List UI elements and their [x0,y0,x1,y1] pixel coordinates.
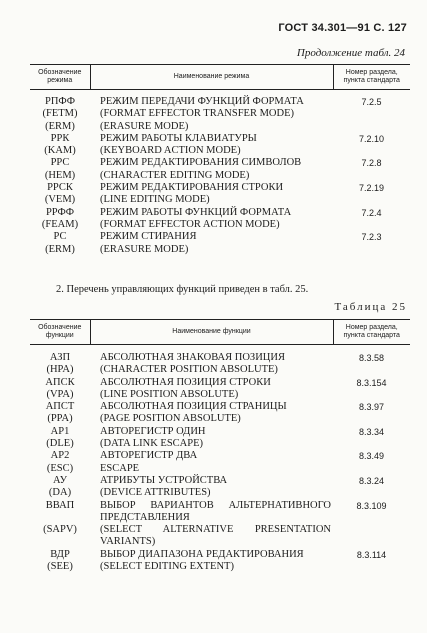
page-header: ГОСТ 34.301—91 С. 127 [278,22,407,34]
mode-name: (CHARACTER EDITING MODE) [100,169,250,181]
mode-code: РРСК [47,182,73,194]
table-row [30,487,410,499]
function-name: (DEVICE ATTRIBUTES) [100,487,211,499]
functions-table [30,319,410,573]
function-name: АБСОЛЮТНАЯ ЗНАКОВАЯ ПОЗИЦИЯ [100,352,285,363]
function-code: (DA) [48,487,72,499]
table-row [30,401,410,413]
table-row [30,219,410,231]
section-number: 7.2.3 [361,232,382,243]
section-number [333,108,410,120]
section-number: 7.2.10 [358,133,385,144]
table-header-row [30,320,410,345]
table-row [30,426,410,438]
table-row [30,389,410,401]
section-number: 8.3.109 [356,500,387,511]
function-code: (SEE) [47,561,73,573]
column-header-code-line1: Обозначение [38,324,82,331]
function-code: (HPA) [46,364,74,376]
mode-name: (ERASURE MODE) [100,243,189,255]
table-row [30,352,410,364]
section-number: 8.3.58 [358,353,385,363]
column-header-section [333,320,410,345]
function-code: АПСТ [45,401,75,413]
table-row [30,500,410,525]
mode-code: (KAM) [44,145,76,157]
table-row [30,194,410,206]
section-number: 7.2.5 [361,97,382,107]
function-name: (LINE POSITION ABSOLUTE) [100,388,239,400]
function-name: ВЫБОР ДИАПАЗОНА РЕДАКТИРОВАНИЯ [100,548,304,560]
mode-name: (FORMAT EFFECTOR TRANSFER MODE) [100,108,294,120]
function-name: (CHARACTER POSITION ABSOLUTE) [100,364,278,376]
function-code: (SAPV) [43,524,77,536]
table-row [30,377,410,389]
mode-name: (KEYBOARD ACTION MODE) [100,145,241,157]
table-row [30,145,410,157]
section-number [333,194,410,206]
table-row [30,364,410,376]
mode-name: (FORMAT EFFECTOR ACTION MODE) [100,218,280,230]
function-name: АТРИБУТЫ УСТРОЙСТВА [100,474,228,486]
column-header-code [30,65,90,90]
column-header-section-line1: Номер раздела, [345,69,398,76]
table-row [30,170,410,182]
function-code: АР1 [50,425,70,437]
function-code: ВДР [50,548,70,560]
table-row [30,231,410,243]
function-name: (SELECT ALTERNATIVE PRESENTATION VARIANTS) [100,524,331,548]
function-code: АУ [52,474,68,486]
mode-name: РЕЖИМ ПЕРЕДАЧИ ФУНКЦИЙ ФОРМАТА [100,96,304,107]
mode-code: (FETM) [42,108,78,120]
section-number [333,438,410,450]
function-name: (PAGE POSITION ABSOLUTE) [100,413,241,425]
mode-name: (LINE EDITING MODE) [100,194,210,206]
table-header-row [30,65,410,90]
section-number: 8.3.49 [358,451,385,462]
section-number [333,487,410,499]
section-number: 7.2.4 [361,207,382,218]
column-header-section-line1: Номер раздела, [345,324,398,331]
column-header-code-line1: Обозначение [38,69,82,76]
section-number: 8.3.97 [358,402,385,413]
section-number [333,219,410,231]
function-code: АЗП [49,352,71,363]
mode-name: РЕЖИМ РЕДАКТИРОВАНИЯ СТРОКИ [100,182,284,194]
mode-name: РЕЖИМ РЕДАКТИРОВАНИЯ СИМВОЛОВ [100,157,302,169]
section-number [333,413,410,425]
mode-name: РЕЖИМ РАБОТЫ КЛАВИАТУРЫ [100,132,257,144]
table-row [30,108,410,120]
table-row [30,96,410,108]
function-name: АБСОЛЮТНАЯ ПОЗИЦИЯ СТРАНИЦЫ [100,401,287,413]
section-number [333,524,410,549]
mode-code: РРК [50,132,70,144]
column-header-section-line2: пункта стандарта [343,332,400,339]
column-header-code [30,320,90,345]
mode-code: РРС [50,157,70,169]
table-row [30,207,410,219]
table-row [30,413,410,425]
mode-code: РРФФ [45,206,75,218]
section-number: 8.3.24 [358,475,385,486]
table-row [30,524,410,549]
table-row [30,549,410,561]
table-caption: Таблица 25 [334,301,407,313]
function-name: (DATA LINK ESCAPE) [100,438,203,450]
mode-code: (VEM) [44,194,76,206]
section-number [333,364,410,376]
mode-code: (FEAM) [41,218,79,230]
function-code: АПСК [45,376,75,388]
section-number: 8.3.154 [356,377,387,388]
function-name: АВТОРЕГИСТР ОДИН [100,425,206,437]
table-row [30,463,410,475]
section-number [333,561,410,573]
mode-code: РС [53,231,67,243]
table-continuation-label: Продолжение табл. 24 [296,47,405,59]
function-name: АБСОЛЮТНАЯ ПОЗИЦИЯ СТРОКИ [100,376,271,388]
mode-name: РЕЖИМ СТИРАНИЯ [100,231,197,243]
mode-name: (ERASURE MODE) [100,120,189,132]
column-header-section [333,65,410,90]
function-code: (VPA) [46,388,74,400]
function-code: (DLE) [46,438,74,450]
column-header-code-line2: функции [45,332,74,339]
modes-table [30,64,410,256]
function-name: ESCAPE [100,462,140,474]
table-row [30,182,410,194]
paragraph-text: 2. Перечень управляющих функций приведен в табл. 25. [56,284,309,295]
mode-code: (ERM) [45,120,75,132]
column-header-name: Наименование функции [90,320,333,345]
column-header-code-line2: режима [47,77,73,84]
mode-name: РЕЖИМ РАБОТЫ ФУНКЦИЙ ФОРМАТА [100,206,292,218]
section-number [333,244,410,256]
section-number: 8.3.114 [356,549,387,560]
column-header-name: Наименование режима [90,65,333,90]
function-code: (ESC) [46,462,74,474]
function-code: (PPA) [47,413,73,425]
section-number [333,121,410,133]
table-row [30,244,410,256]
section-number: 8.3.34 [358,426,385,437]
table-row [30,561,410,573]
mode-code: РПФФ [44,96,75,107]
section-number [333,145,410,157]
table-row [30,133,410,145]
section-number: 7.2.19 [358,183,385,194]
function-name: (SELECT EDITING EXTENT) [100,561,234,573]
table-row [30,450,410,462]
function-name: ВЫБОР ВАРИАНТОВ АЛЬТЕРНАТИВНОГО ПРЕДСТАВЛЕНИЯ [100,499,331,523]
table-row [30,157,410,169]
function-name: АВТОРЕГИСТР ДВА [100,450,198,462]
section-number [333,463,410,475]
section-number [333,389,410,401]
mode-code: (ERM) [45,243,75,255]
column-header-section-line2: пункта стандарта [343,77,400,84]
table-row [30,121,410,133]
table-row [30,438,410,450]
mode-code: (HEM) [44,169,76,181]
section-number [333,170,410,182]
section-number: 7.2.8 [361,158,382,169]
table-row [30,475,410,487]
function-code: АР2 [50,450,70,462]
function-code: ВВАП [45,499,75,511]
